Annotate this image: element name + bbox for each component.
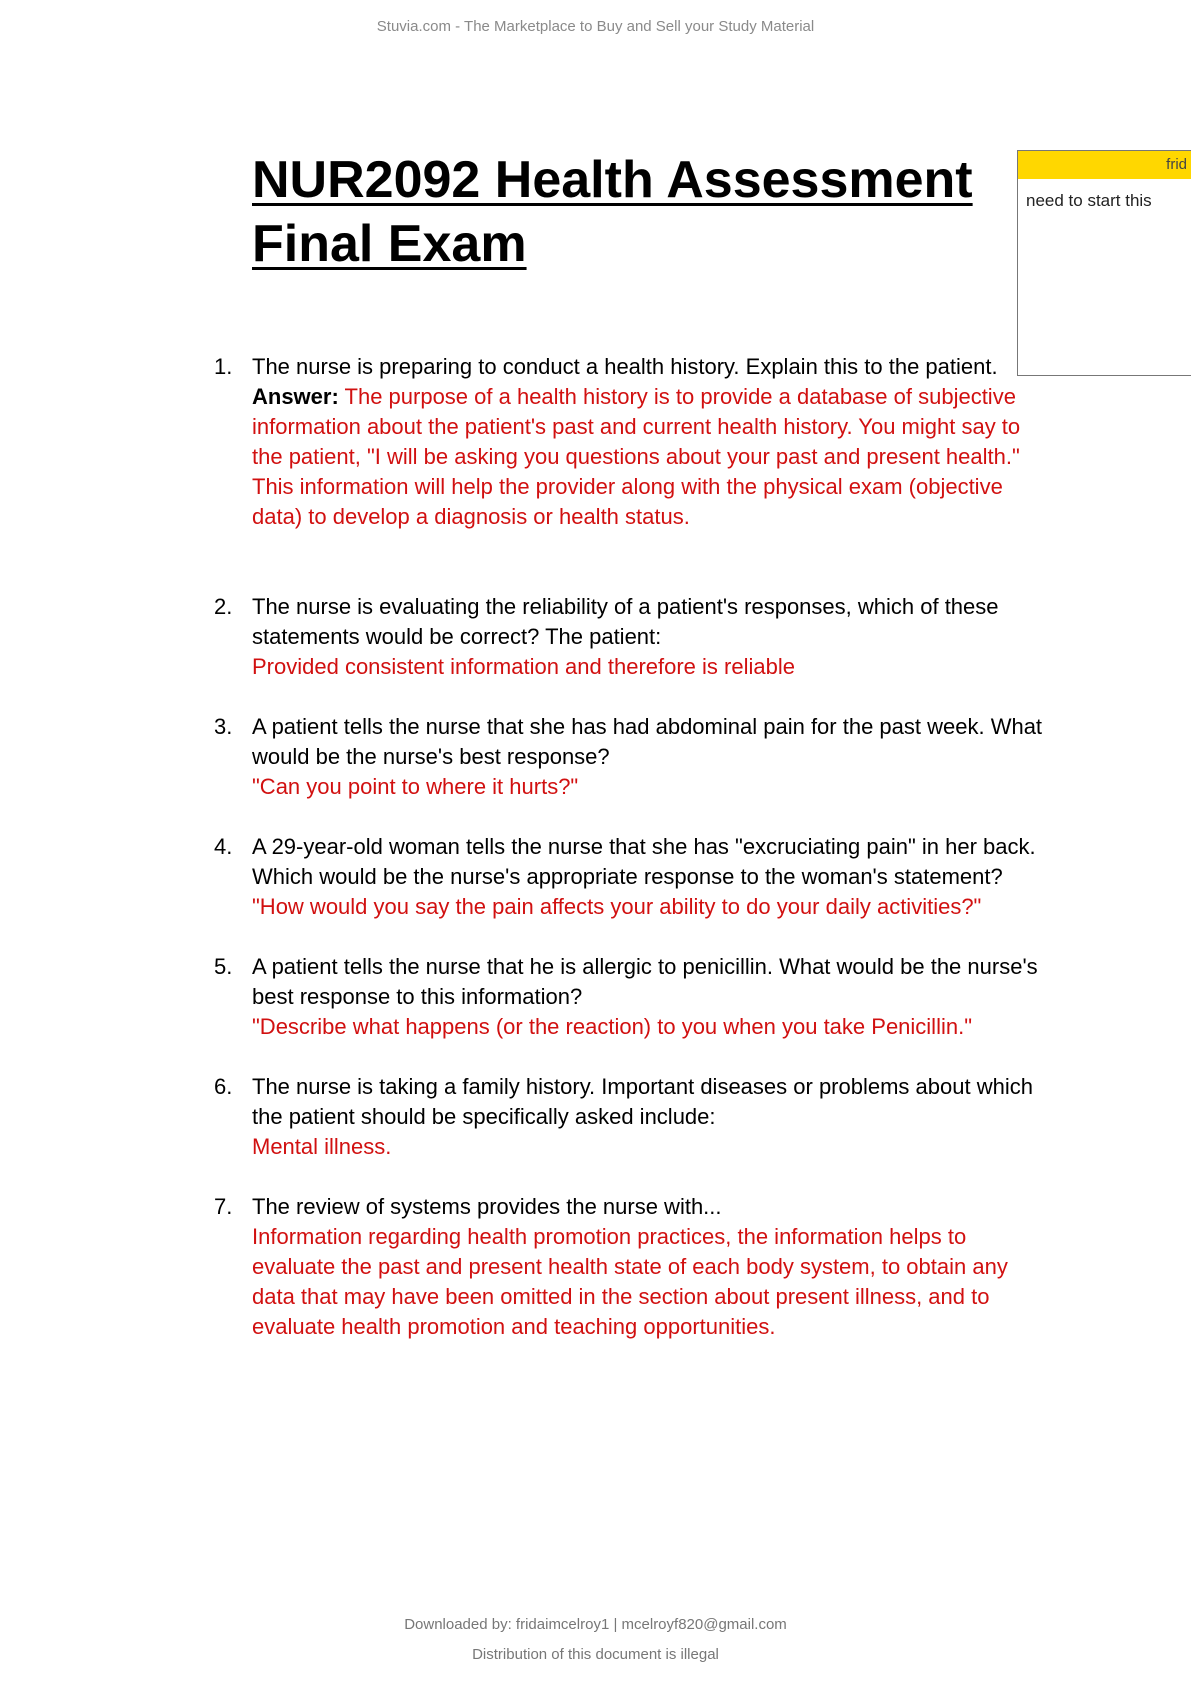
comment-text: need to start this xyxy=(1026,191,1152,210)
question-list xyxy=(214,352,1054,1342)
question-number: 3. xyxy=(214,714,233,739)
title-line-2: Final Exam xyxy=(252,215,527,273)
question-item xyxy=(214,712,1054,802)
answer-text: Mental illness. xyxy=(252,1134,392,1159)
question-item xyxy=(214,832,1054,922)
question-text: The review of systems provides the nurse with... xyxy=(252,1194,722,1219)
question-text: The nurse is evaluating the reliability of a patient's responses, which of these statements would be correct? The patient: xyxy=(252,594,999,649)
distribution-notice: Distribution of this document is illegal xyxy=(472,1646,719,1663)
comment-annotation[interactable] xyxy=(1017,150,1191,376)
answer-text: "Can you point to where it hurts?" xyxy=(252,774,579,799)
question-number: 6. xyxy=(214,1074,233,1099)
title-line-1: NUR2092 Health Assessment xyxy=(252,151,973,209)
answer-text: The purpose of a health history is to provide a database of subjective information about the patient's past and current health history. You might say to the patient, "I will be asking you questions about your past and present health." This information will help the provider along with the physical exam (objective data) to develop a diagnosis or health status. xyxy=(252,384,1021,529)
question-number: 7. xyxy=(214,1194,233,1219)
question-text: A patient tells the nurse that he is allergic to penicillin. What would be the nurse's best response to this information? xyxy=(252,954,1038,1009)
question-item xyxy=(214,952,1054,1042)
question-item xyxy=(214,592,1054,682)
question-text: A patient tells the nurse that she has had abdominal pain for the past week. What would be the nurse's best response? xyxy=(252,714,1043,769)
question-item xyxy=(214,1072,1054,1162)
answer-text: "Describe what happens (or the reaction) to you when you take Penicillin." xyxy=(252,1014,973,1039)
document-title xyxy=(252,148,973,276)
watermark-header: Stuvia.com - The Marketplace to Buy and Sell your Study Material xyxy=(376,18,815,35)
answer-text: "How would you say the pain affects your ability to do your daily activities?" xyxy=(252,894,982,919)
question-text: A 29-year-old woman tells the nurse that she has "excruciating pain" in her back. Which would be the nurse's appropriate response to the woman's statement? xyxy=(252,834,1036,889)
answer-text: Provided consistent information and therefore is reliable xyxy=(252,654,795,679)
question-number: 2. xyxy=(214,594,233,619)
download-info: Downloaded by: fridaimcelroy1 | mcelroyf820@gmail.com xyxy=(404,1616,787,1633)
question-item xyxy=(214,352,1054,532)
comment-author: frid xyxy=(1018,151,1191,179)
question-number: 1. xyxy=(214,354,233,379)
question-number: 5. xyxy=(214,954,233,979)
answer-label: Answer: xyxy=(252,384,339,409)
question-text: The nurse is preparing to conduct a health history. Explain this to the patient. xyxy=(252,354,998,379)
question-number: 4. xyxy=(214,834,233,859)
question-item xyxy=(214,1192,1054,1342)
question-text: The nurse is taking a family history. Important diseases or problems about which the patient should be specifically asked include: xyxy=(252,1074,1033,1129)
answer-text: Information regarding health promotion practices, the information helps to evaluate the past and present health state of each body system, to obtain any data that may have been omitted in the section about present illness, and to evaluate health promotion and teaching opportunities. xyxy=(252,1224,1008,1339)
